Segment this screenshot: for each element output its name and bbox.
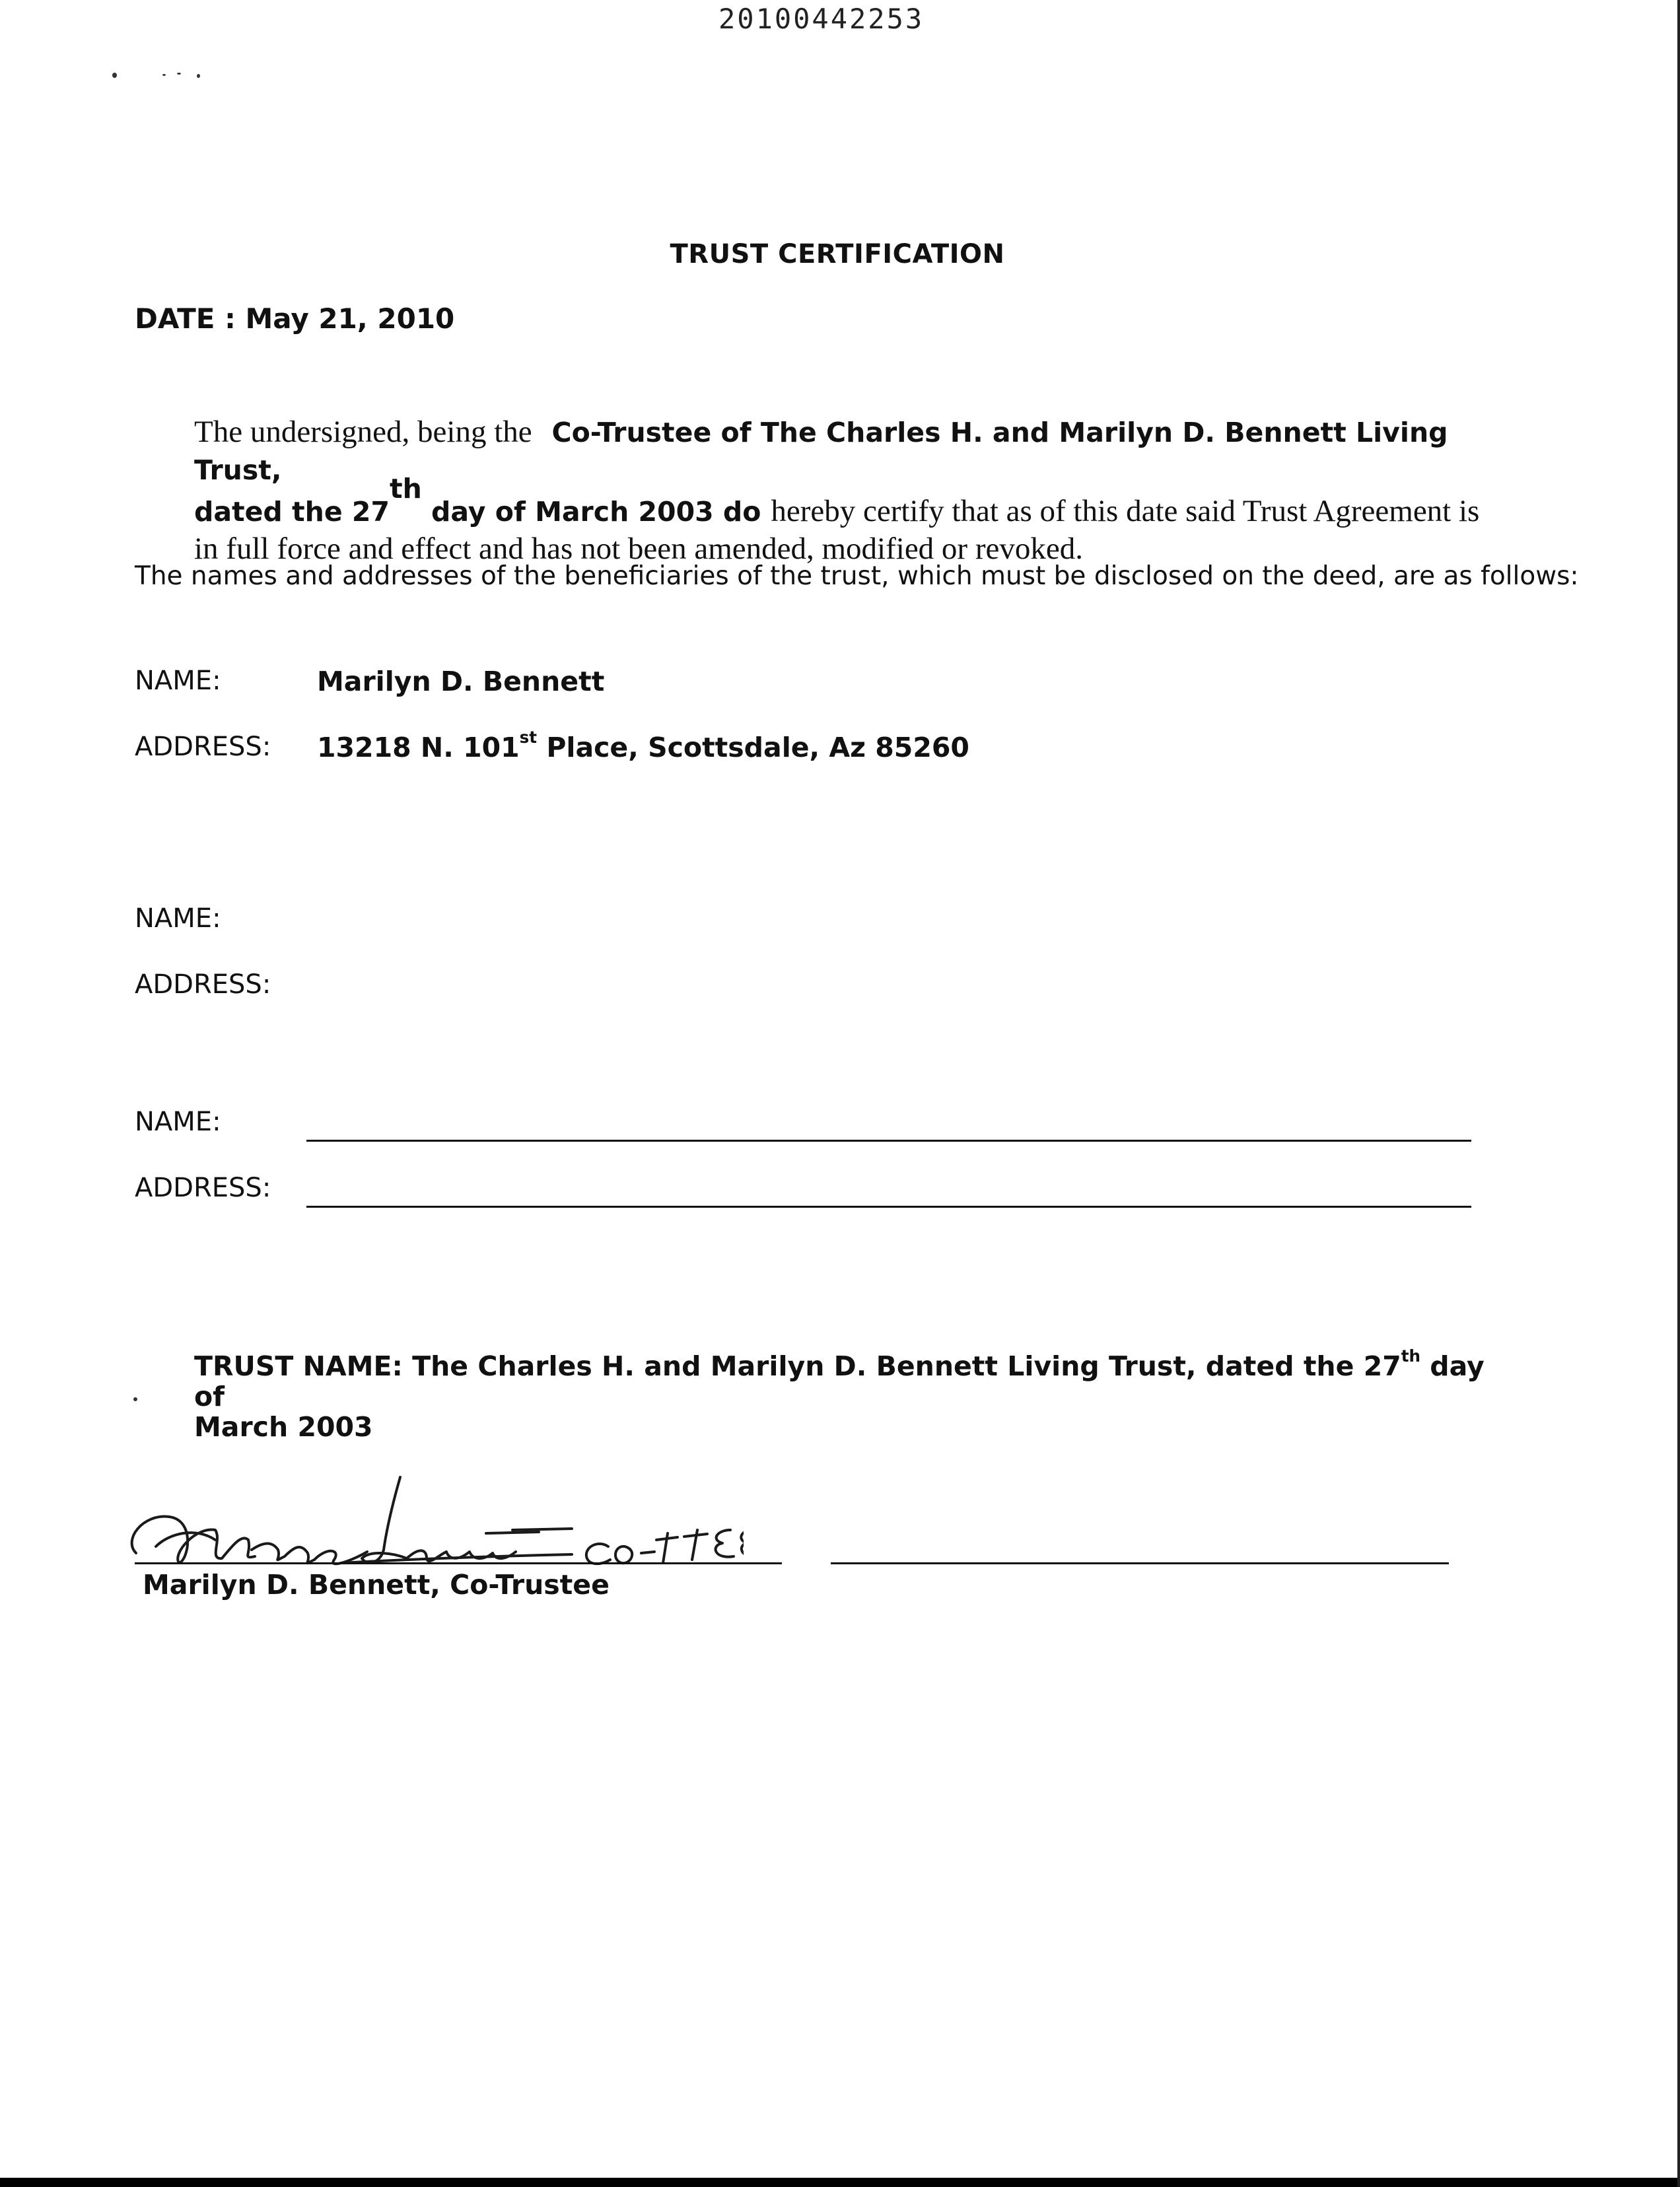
scan-border-right <box>1677 0 1680 2187</box>
beneficiary-2-name-label: NAME: <box>135 903 221 934</box>
beneficiary-3-address-line[interactable] <box>306 1206 1471 1208</box>
scan-speck <box>177 73 181 75</box>
scan-border-bottom <box>0 2178 1680 2187</box>
trust-name-line-2: March 2003 <box>194 1411 373 1443</box>
date-line <box>135 302 454 335</box>
date-label: DATE : <box>135 302 236 335</box>
beneficiary-3-address-label: ADDRESS: <box>135 1173 271 1203</box>
trust-name-line-1: TRUST NAME: The Charles H. and Marilyn D. Bennett Living Trust, dated the 27th day of <box>194 1346 1485 1412</box>
beneficiary-2-address-label: ADDRESS: <box>135 969 271 1000</box>
handwritten-signature <box>116 1467 744 1573</box>
scan-speck <box>197 74 200 78</box>
certification-line-1: The undersigned, being the Co-Trustee of The Charles H. and Marilyn D. Bennett Living Trust, <box>194 415 1448 486</box>
beneficiary-1-address-label: ADDRESS: <box>135 732 271 762</box>
date-value: May 21, 2010 <box>245 302 455 335</box>
second-signature-line[interactable] <box>831 1562 1449 1564</box>
beneficiary-1-address-value: 13218 N. 101st Place, Scottsdale, Az 85260 <box>317 728 969 763</box>
scan-speck <box>162 74 166 76</box>
beneficiary-1-name-value: Marilyn D. Bennett <box>317 666 605 697</box>
beneficiary-3-name-line[interactable] <box>306 1140 1471 1142</box>
page-title: TRUST CERTIFICATION <box>670 239 1005 269</box>
scan-speck <box>133 1397 137 1401</box>
trust-name <box>194 1346 1488 1443</box>
certification-line-2: dated the 27th day of March 2003 do hereby certify that as of this date said Trust Agreement is <box>194 473 1480 528</box>
beneficiary-1-name-label: NAME: <box>135 666 221 696</box>
certification-line-3: in full force and effect and has not been amended, modified or revoked. <box>194 531 1083 566</box>
signer-label: Marilyn D. Bennett, Co-Trustee <box>143 1569 610 1601</box>
document-number: 20100442253 <box>718 3 925 35</box>
certification-paragraph <box>194 413 1515 567</box>
signature-line[interactable] <box>135 1562 782 1564</box>
scan-speck <box>112 73 117 78</box>
beneficiaries-intro: The names and addresses of the beneficiaries of the trust, which must be disclosed on the deed, are as follows: <box>135 561 1579 591</box>
beneficiary-3-name-label: NAME: <box>135 1107 221 1137</box>
